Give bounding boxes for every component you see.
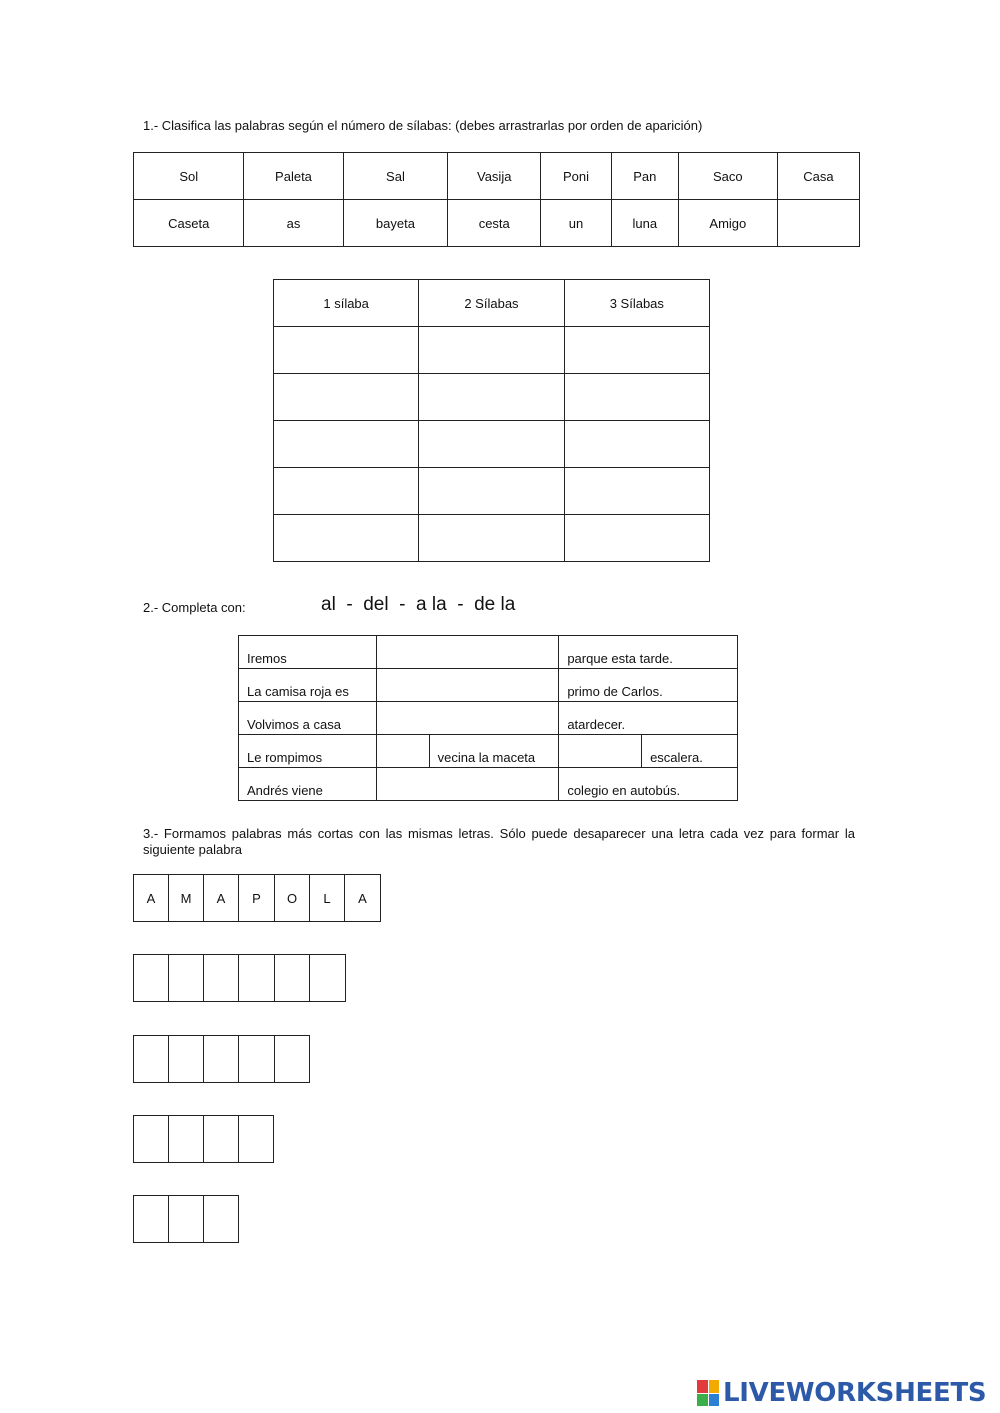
sentence-end: primo de Carlos. — [559, 669, 738, 702]
word-cell[interactable]: Casa — [777, 153, 859, 200]
word-cell[interactable]: as — [244, 200, 343, 247]
letter-input[interactable] — [309, 954, 346, 1002]
logo-square — [709, 1380, 720, 1393]
letter-cell: M — [168, 874, 204, 922]
letter-input[interactable] — [203, 1115, 239, 1163]
exercise-2-instruction: 2.- Completa con: — [143, 600, 246, 615]
word-cell-empty — [777, 200, 859, 247]
letter-cell: A — [203, 874, 239, 922]
logo-square — [697, 1394, 708, 1407]
drop-slot[interactable] — [274, 421, 419, 468]
drop-slot[interactable] — [564, 468, 709, 515]
letter-input[interactable] — [168, 954, 204, 1002]
drop-slot[interactable] — [419, 515, 564, 562]
word-cell[interactable]: un — [541, 200, 612, 247]
letter-input[interactable] — [238, 1115, 274, 1163]
letter-cell: P — [238, 874, 275, 922]
word-cell[interactable]: luna — [611, 200, 678, 247]
blank-input[interactable] — [559, 735, 642, 768]
letter-cell: A — [344, 874, 381, 922]
drop-slot[interactable] — [419, 327, 564, 374]
drop-slot[interactable] — [274, 468, 419, 515]
letter-input[interactable] — [133, 1035, 169, 1083]
liveworksheets-logo-icon — [697, 1380, 719, 1406]
blank-input[interactable] — [376, 768, 559, 801]
word-cell[interactable]: cesta — [448, 200, 541, 247]
letter-input[interactable] — [133, 954, 169, 1002]
letter-input[interactable] — [133, 1195, 169, 1243]
letter-cell: A — [133, 874, 169, 922]
sentence-middle: vecina la maceta — [429, 735, 559, 768]
letter-input[interactable] — [168, 1195, 204, 1243]
completion-table — [238, 635, 738, 801]
letter-input[interactable] — [168, 1115, 204, 1163]
drop-slot[interactable] — [274, 515, 419, 562]
sentence-start: Le rompimos — [239, 735, 377, 768]
word-cell[interactable]: Poni — [541, 153, 612, 200]
word-cell[interactable]: Sol — [134, 153, 244, 200]
drop-slot[interactable] — [564, 327, 709, 374]
sentence-end: colegio en autobús. — [559, 768, 738, 801]
word-cell[interactable]: Paleta — [244, 153, 343, 200]
drop-slot[interactable] — [564, 515, 709, 562]
liveworksheets-logo — [697, 1376, 986, 1410]
logo-square — [709, 1394, 720, 1407]
sentence-start: Volvimos a casa — [239, 702, 377, 735]
letter-input[interactable] — [238, 954, 275, 1002]
letter-input[interactable] — [238, 1035, 275, 1083]
blank-input[interactable] — [376, 636, 559, 669]
letter-input[interactable] — [203, 1195, 239, 1243]
exercise-3-instruction: 3.- Formamos palabras más cortas con las mismas letras. Sólo puede desaparecer una letra cada vez para formar la — [143, 826, 855, 841]
word-cell[interactable]: Caseta — [134, 200, 244, 247]
logo-square — [697, 1380, 708, 1393]
brand-name: LIVEWORKSHEETS — [723, 1378, 987, 1408]
letter-input[interactable] — [133, 1115, 169, 1163]
word-bank-table — [133, 152, 860, 247]
word-cell[interactable]: Vasija — [448, 153, 541, 200]
sentence-end: atardecer. — [559, 702, 738, 735]
exercise-3-instruction-cont: siguiente palabra — [143, 842, 243, 857]
letter-cell: O — [274, 874, 310, 922]
sentence-end: parque esta tarde. — [559, 636, 738, 669]
sentence-start: Andrés viene — [239, 768, 377, 801]
syllable-classification-table — [273, 279, 710, 562]
sentence-end: escalera. — [642, 735, 738, 768]
header-3-syllables: 3 Sílabas — [564, 280, 709, 327]
drop-slot[interactable] — [274, 327, 419, 374]
drop-slot[interactable] — [419, 421, 564, 468]
word-cell[interactable]: Sal — [343, 153, 448, 200]
word-cell[interactable]: Saco — [678, 153, 777, 200]
letter-input[interactable] — [203, 1035, 239, 1083]
sentence-start: Iremos — [239, 636, 377, 669]
header-2-syllables: 2 Sílabas — [419, 280, 564, 327]
blank-input[interactable] — [376, 669, 559, 702]
letter-input[interactable] — [203, 954, 239, 1002]
drop-slot[interactable] — [274, 374, 419, 421]
blank-input[interactable] — [376, 702, 559, 735]
blank-input[interactable] — [376, 735, 429, 768]
word-options: al - del - a la - de la — [321, 594, 516, 615]
exercise-1-instruction: 1.- Clasifica las palabras según el número de sílabas: (debes arrastrarlas por orden de aparición) — [143, 118, 703, 133]
letter-input[interactable] — [274, 1035, 310, 1083]
word-cell[interactable]: bayeta — [343, 200, 448, 247]
letter-input[interactable] — [274, 954, 310, 1002]
header-1-syllable: 1 sílaba — [274, 280, 419, 327]
letter-cell: L — [309, 874, 345, 922]
drop-slot[interactable] — [564, 374, 709, 421]
letter-input[interactable] — [168, 1035, 204, 1083]
drop-slot[interactable] — [419, 468, 564, 515]
drop-slot[interactable] — [419, 374, 564, 421]
word-cell[interactable]: Amigo — [678, 200, 777, 247]
word-cell[interactable]: Pan — [611, 153, 678, 200]
drop-slot[interactable] — [564, 421, 709, 468]
sentence-start: La camisa roja es — [239, 669, 377, 702]
